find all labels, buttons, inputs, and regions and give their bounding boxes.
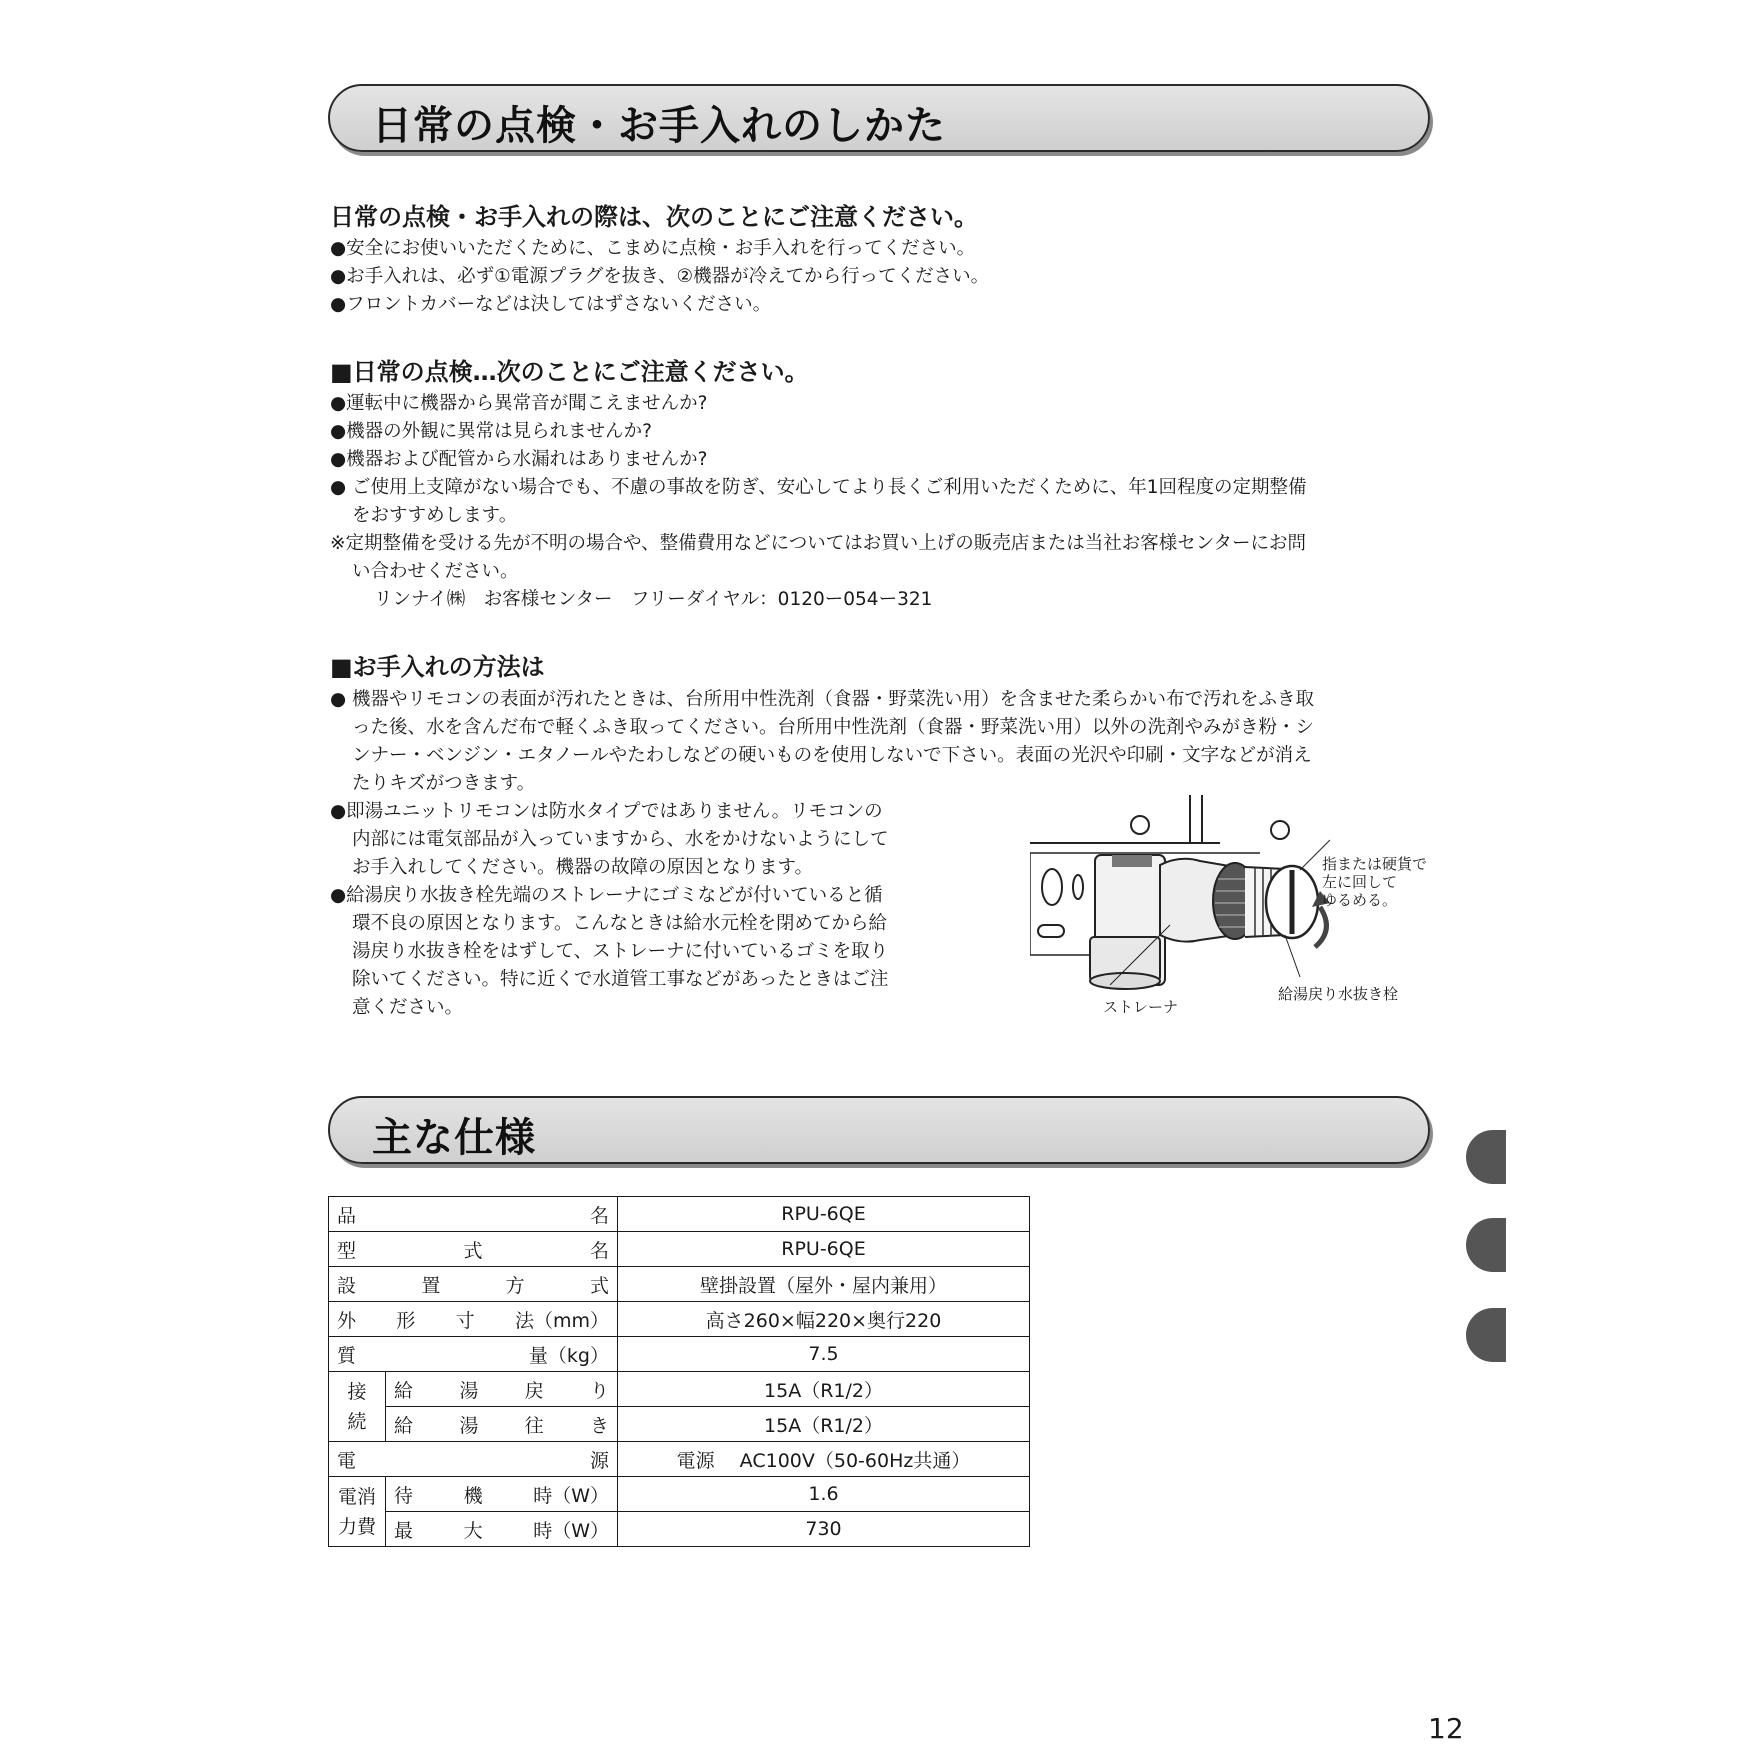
list-item: ●安全にお使いいただくために、こまめに点検・お手入れを行ってください。 <box>330 238 976 259</box>
table-row: 電 源 電源 AC100V（50-60Hz共通） <box>329 1442 1030 1477</box>
care-heading: ■お手入れの方法は <box>330 653 545 681</box>
side-tab-marker <box>1466 1218 1506 1272</box>
table-row: 品 名 RPU-6QE <box>329 1197 1030 1232</box>
spec-value: 15A（R1/2） <box>618 1372 1030 1407</box>
check-list <box>330 390 1307 614</box>
list-item: ●給湯戻り水抜き栓先端のストレーナにゴミなどが付いていると循 <box>330 885 883 906</box>
drain-plug-label: 給湯戻り水抜き栓 <box>1278 985 1399 1003</box>
care-list-2 <box>330 798 889 1022</box>
section-title: 日常の点検・お手入れのしかた <box>372 103 946 149</box>
table-row: 外 形 寸 法（mm） 高さ260×幅220×奥行220 <box>329 1302 1030 1337</box>
section-title: 主な仕様 <box>372 1115 536 1161</box>
spec-value: 電源 AC100V（50-60Hz共通） <box>618 1442 1030 1477</box>
side-tab-marker <box>1466 1308 1506 1362</box>
list-item-cont: ンナー・ベンジン・エタノールやたわしなどの硬いものを使用しないで下さい。表面の光沢や印刷・文字などが消え <box>352 745 1312 766</box>
customer-center-text: リンナイ㈱ お客様センター フリーダイヤル：0120ー054ー321 <box>374 589 933 610</box>
check-heading: ■日常の点検…次のことにご注意ください。 <box>330 358 809 386</box>
table-row: 給 湯 往 き 15A（R1/2） <box>329 1407 1030 1442</box>
lead-text: 日常の点検・お手入れの際は、次のことにご注意ください。 <box>330 203 978 231</box>
strainer-label: ストレーナ <box>1103 998 1179 1016</box>
section-title-banner-specs <box>328 1096 1430 1164</box>
power-group-label: 電消 力費 <box>329 1477 386 1547</box>
spec-value: 高さ260×幅220×奥行220 <box>618 1302 1030 1337</box>
table-row: 接 続 給 湯 戻 り 15A（R1/2） <box>329 1372 1030 1407</box>
list-item-cont: 湯戻り水抜き栓をはずして、ストレーナに付いているゴミを取り <box>352 941 889 962</box>
spec-value: 730 <box>618 1512 1030 1547</box>
table-row: 型 式 名 RPU-6QE <box>329 1232 1030 1267</box>
list-item-cont: をおすすめします。 <box>352 505 518 526</box>
list-item-cont: 内部には電気部品が入っていますから、水をかけないようにして <box>352 829 889 850</box>
spec-value: 1.6 <box>618 1477 1030 1512</box>
list-item-cont: お手入れしてください。機器の故障の原因となります。 <box>352 857 814 878</box>
spec-value: 壁掛設置（屋外・屋内兼用） <box>618 1267 1030 1302</box>
side-tab-marker <box>1466 1130 1506 1184</box>
list-item: ●フロントカバーなどは決してはずさないください。 <box>330 294 772 315</box>
spec-table <box>328 1196 1030 1547</box>
note-text: ※定期整備を受ける先が不明の場合や、整備費用などについてはお買い上げの販売店または当社お客様センターにお問 <box>330 533 1307 554</box>
care-list <box>330 686 1314 798</box>
table-row: 電消 力費 待 機 時（W） 1.6 <box>329 1477 1030 1512</box>
table-row: 質 量（kg） 7.5 <box>329 1337 1030 1372</box>
list-item: ●お手入れは、必ず①電源プラグを抜き、②機器が冷えてから行ってください。 <box>330 266 990 287</box>
connection-group-label: 接 続 <box>329 1372 386 1442</box>
spec-value: 7.5 <box>618 1337 1030 1372</box>
list-item-cont: 意ください。 <box>352 997 464 1018</box>
list-item-cont: 環不良の原因となります。こんなときは給水元栓を閉めてから給 <box>352 913 888 934</box>
list-item: ●機器の外観に異常は見られませんか? <box>330 421 652 442</box>
table-row: 設 置 方 式 壁掛設置（屋外・屋内兼用） <box>329 1267 1030 1302</box>
table-row: 最 大 時（W） 730 <box>329 1512 1030 1547</box>
spec-value: RPU-6QE <box>618 1232 1030 1267</box>
page-number: 12 <box>1428 1712 1464 1745</box>
section-title-banner-maintenance <box>328 84 1430 152</box>
figure-callout: 指または硬貨で 左に回して ゆるめる。 <box>1322 855 1428 909</box>
spec-value: 15A（R1/2） <box>618 1407 1030 1442</box>
list-item-cont: たりキズがつきます。 <box>352 773 536 794</box>
spec-value: RPU-6QE <box>618 1197 1030 1232</box>
intro-bullets <box>330 235 989 319</box>
list-item-cont: った後、水を含んだ布で軽くふき取ってください。台所用中性洗剤（食器・野菜洗い用）以外の洗剤やみがき粉・シ <box>352 717 1315 738</box>
list-item: ● ご使用上支障がない場合でも、不慮の事故を防ぎ、安心してより長くご利用いただくために、年1回程度の定期整備 <box>330 477 1307 498</box>
note-cont: い合わせください。 <box>352 561 519 582</box>
list-item: ● 機器やリモコンの表面が汚れたときは、台所用中性洗剤（食器・野菜洗い用）を含ませた柔らかい布で汚れをふき取 <box>330 689 1315 710</box>
list-item: ●即湯ユニットリモコンは防水タイプではありません。リモコンの <box>330 801 883 822</box>
list-item: ●機器および配管から水漏れはありませんか? <box>330 449 708 470</box>
list-item-cont: 除いてください。特に近くで水道管工事などがあったときはご注 <box>352 969 889 990</box>
list-item: ●運転中に機器から異常音が聞こえませんか? <box>330 393 708 414</box>
